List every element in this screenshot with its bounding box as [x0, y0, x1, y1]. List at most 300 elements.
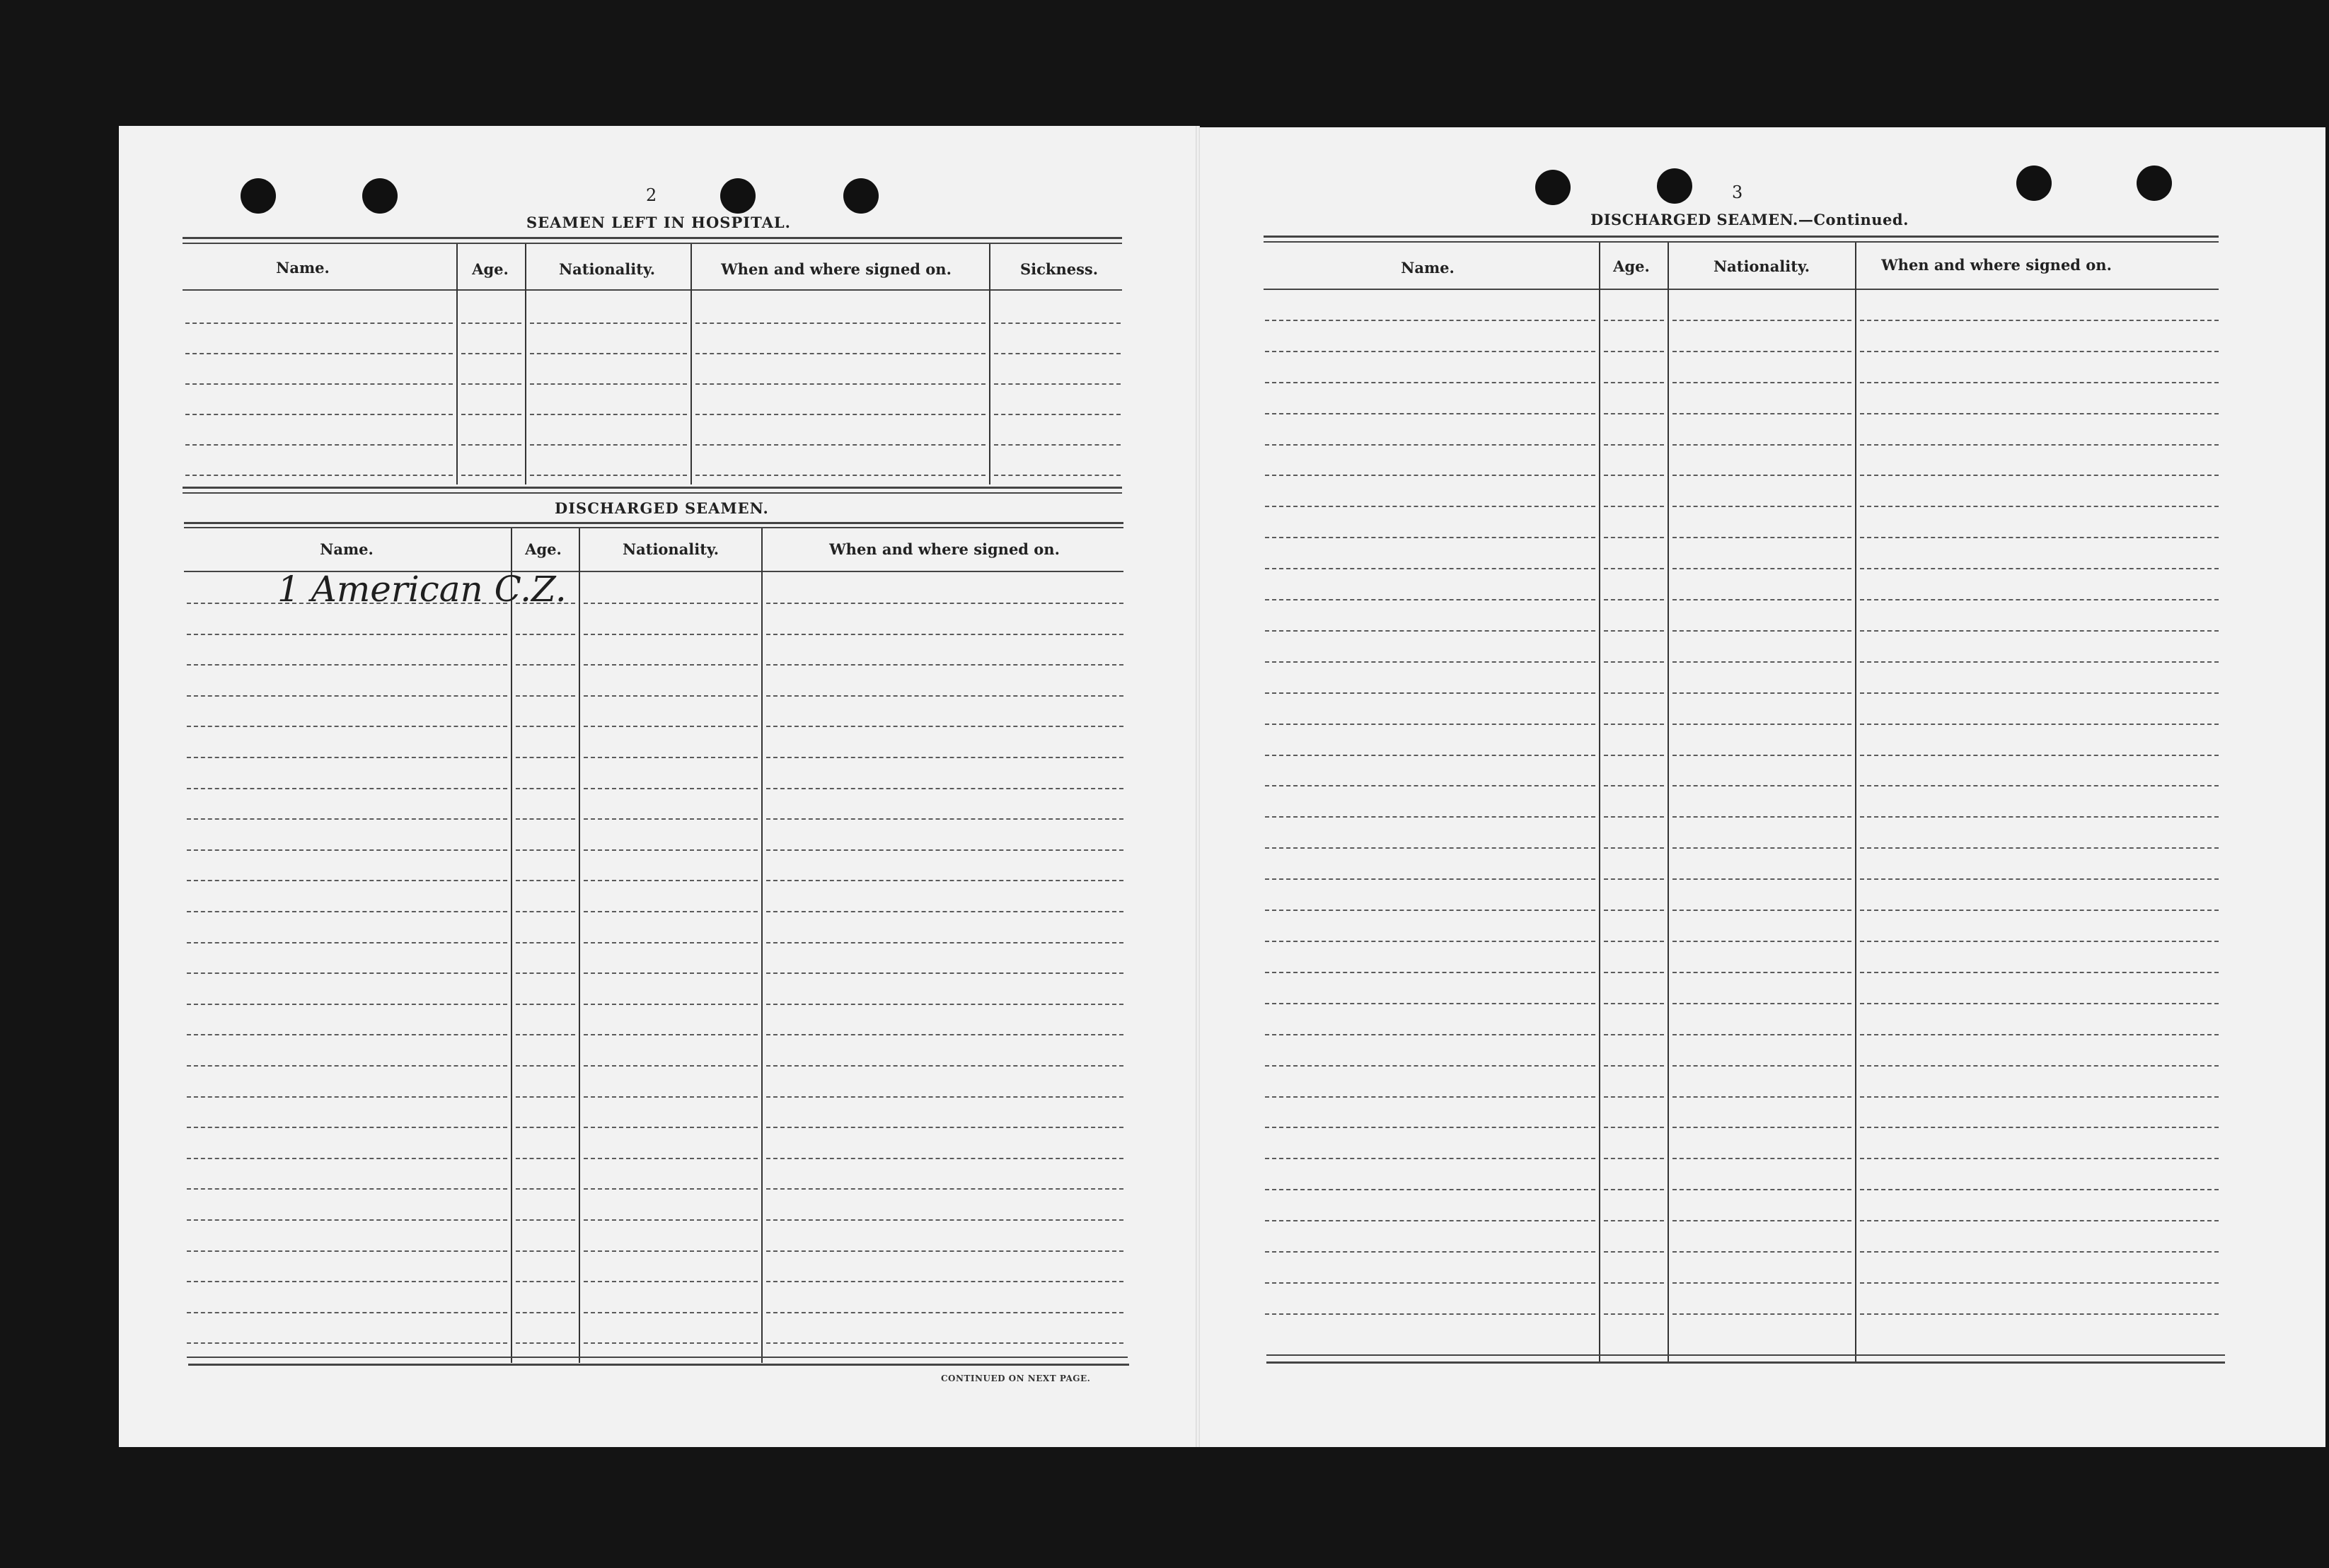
hospital-header-nationality: Nationality. [558, 260, 656, 278]
right-row-line [1672, 382, 1851, 383]
right-header-nationality: Nationality. [1713, 257, 1810, 275]
right-row-line [1604, 351, 1664, 352]
right-row-line [1265, 661, 1595, 663]
discharged-row-line [516, 911, 575, 912]
right-row-line [1604, 1251, 1664, 1253]
discharged-row-line [516, 1188, 575, 1190]
discharged-row-line [584, 1312, 758, 1313]
discharged-row-line [584, 726, 758, 727]
right-row-line [1265, 1189, 1595, 1190]
hospital-row-line [185, 353, 453, 354]
right-row-line [1604, 1034, 1664, 1035]
discharged-row-line [584, 1096, 758, 1098]
discharged-row-line [584, 695, 758, 697]
right-header-name: Name. [1401, 259, 1455, 277]
hospital-section-title: SEAMEN LEFT IN HOSPITAL. [526, 214, 791, 231]
discharged-row-line [187, 1342, 507, 1344]
discharged-row-line [516, 695, 575, 697]
discharged-row-line [584, 1158, 758, 1159]
right-row-line [1860, 444, 2219, 446]
discharged-row-line [766, 1004, 1123, 1005]
hospital-row-line [461, 444, 521, 446]
right-row-line [1604, 537, 1664, 538]
hospital-header-signed-on: When and where signed on. [721, 260, 952, 278]
right-row-line [1672, 630, 1851, 632]
discharged-row-line [516, 1004, 575, 1005]
right-row-line [1860, 1034, 2219, 1035]
discharged-row-line [187, 634, 507, 635]
hospital-row-line [461, 414, 521, 415]
hospital-col-divider [456, 244, 458, 484]
right-row-line [1672, 724, 1851, 725]
right-row-line [1672, 1096, 1851, 1098]
page-fold [1196, 126, 1200, 1447]
hospital-top-rule [183, 237, 1122, 239]
discharged-row-line [584, 1004, 758, 1005]
discharged-row-line [516, 1281, 575, 1282]
discharged-row-line [187, 664, 507, 666]
right-row-line [1265, 1158, 1595, 1159]
hospital-row-line [994, 414, 1121, 415]
right-row-line [1672, 537, 1851, 538]
discharged-row-line [766, 634, 1123, 635]
discharged-row-line [766, 849, 1123, 851]
discharged-row-line [766, 1065, 1123, 1067]
right-row-line [1604, 599, 1664, 600]
discharged-row-line [584, 1188, 758, 1190]
discharged-row-line [766, 818, 1123, 820]
right-row-line [1672, 444, 1851, 446]
right-row-line [1604, 724, 1664, 725]
discharged-row-line [766, 726, 1123, 727]
right-row-line [1265, 568, 1595, 569]
hospital-col-divider [690, 244, 692, 484]
discharged-section-title: DISCHARGED SEAMEN. [555, 499, 769, 517]
discharged-row-line [187, 1312, 507, 1313]
hospital-header-sickness: Sickness. [1019, 260, 1099, 278]
right-row-line [1265, 972, 1595, 973]
right-row-line [1860, 382, 2219, 383]
hospital-header-name: Name. [276, 259, 330, 277]
discharged-row-line [187, 757, 507, 758]
right-row-line [1265, 1220, 1595, 1221]
right-row-line [1860, 413, 2219, 414]
discharged-bottom-rule [187, 1357, 1128, 1358]
discharged-row-line [187, 1065, 507, 1067]
right-row-line [1672, 1189, 1851, 1190]
discharged-row-line [516, 1034, 575, 1035]
right-top-rule [1264, 236, 2219, 238]
hospital-row-line [695, 353, 986, 354]
discharged-row-line [516, 726, 575, 727]
right-row-line [1604, 1158, 1664, 1159]
discharged-row-line [187, 818, 507, 820]
right-row-line [1265, 1065, 1595, 1067]
discharged-row-line [516, 634, 575, 635]
right-row-line [1860, 785, 2219, 786]
right-row-line [1604, 785, 1664, 786]
discharged-row-line [584, 911, 758, 912]
discharged-row-line [187, 1034, 507, 1035]
right-row-line [1860, 506, 2219, 507]
right-row-line [1265, 1282, 1595, 1284]
discharged-row-line [766, 788, 1123, 789]
right-row-line [1265, 630, 1595, 632]
right-row-line [1604, 1189, 1664, 1190]
hospital-col-divider [525, 244, 526, 484]
punch-hole-2 [362, 178, 398, 214]
discharged-row-line [187, 603, 507, 604]
right-page-number: 3 [1732, 182, 1743, 202]
discharged-header-name: Name. [320, 540, 374, 558]
right-row-line [1672, 847, 1851, 849]
discharged-row-line [516, 1096, 575, 1098]
discharged-row-line [766, 664, 1123, 666]
discharged-row-line [766, 1219, 1123, 1221]
discharged-row-line [516, 1065, 575, 1067]
punch-hole-6 [1657, 168, 1692, 204]
discharged-row-line [766, 603, 1123, 604]
discharged-row-line [187, 1158, 507, 1159]
discharged-row-line [584, 818, 758, 820]
discharged-row-line [766, 757, 1123, 758]
right-row-line [1604, 816, 1664, 818]
discharged-row-line [187, 1250, 507, 1252]
right-row-line [1672, 816, 1851, 818]
right-row-line [1860, 1189, 2219, 1190]
discharged-row-line [766, 972, 1123, 974]
right-row-line [1604, 444, 1664, 446]
right-row-line [1860, 724, 2219, 725]
left-page-number: 2 [646, 185, 657, 205]
right-row-line [1265, 1034, 1595, 1035]
punch-hole-8 [2137, 165, 2172, 201]
right-row-line [1672, 941, 1851, 942]
discharged-row-line [516, 1158, 575, 1159]
hospital-row-line [530, 353, 687, 354]
discharged-row-line [766, 1096, 1123, 1098]
discharged-row-line [516, 849, 575, 851]
right-row-line [1672, 1220, 1851, 1221]
discharged-row-line [187, 972, 507, 974]
discharged-row-line [187, 849, 507, 851]
right-row-line [1860, 941, 2219, 942]
discharged-row-line [584, 1250, 758, 1252]
right-row-line [1604, 878, 1664, 880]
punch-hole-1 [241, 178, 276, 214]
discharged-row-line [584, 634, 758, 635]
right-row-line [1604, 382, 1664, 383]
hospital-row-line [461, 353, 521, 354]
right-row-line [1672, 1282, 1851, 1284]
right-row-line [1672, 413, 1851, 414]
right-row-line [1860, 630, 2219, 632]
right-header-age: Age. [1613, 257, 1650, 275]
right-row-line [1860, 1096, 2219, 1098]
right-row-line [1604, 941, 1664, 942]
hospital-row-line [994, 475, 1121, 476]
discharged-row-line [187, 1219, 507, 1221]
discharged-row-line [584, 757, 758, 758]
right-row-line [1672, 878, 1851, 880]
hospital-row-line [994, 353, 1121, 354]
discharged-header-nationality: Nationality. [622, 540, 719, 558]
right-row-line [1265, 599, 1595, 600]
discharged-row-line [187, 911, 507, 912]
right-row-line [1672, 475, 1851, 476]
hospital-bottom-rule-2 [183, 492, 1122, 494]
discharged-row-line [187, 1127, 507, 1128]
hospital-bottom-rule [183, 487, 1122, 489]
right-row-line [1265, 785, 1595, 786]
discharged-row-line [187, 788, 507, 789]
discharged-row-line [766, 1312, 1123, 1313]
discharged-col-divider [761, 528, 763, 1363]
hospital-row-line [461, 323, 521, 324]
discharged-row-line [584, 603, 758, 604]
right-row-line [1860, 910, 2219, 911]
right-header-rule [1264, 289, 2219, 290]
right-row-line [1860, 1251, 2219, 1253]
right-section-title: DISCHARGED SEAMEN.—Continued. [1590, 211, 1909, 228]
right-row-line [1604, 692, 1664, 694]
discharged-row-line [766, 911, 1123, 912]
discharged-row-line [766, 1188, 1123, 1190]
discharged-col-divider [511, 528, 512, 1363]
right-row-line [1265, 475, 1595, 476]
discharged-row-line [187, 942, 507, 943]
hospital-top-rule-2 [183, 243, 1122, 244]
right-row-line [1604, 506, 1664, 507]
hospital-row-line [185, 414, 453, 415]
right-row-line [1265, 1096, 1595, 1098]
discharged-header-age: Age. [525, 540, 562, 558]
discharged-header-signed-on: When and where signed on. [829, 540, 1060, 558]
discharged-row-line [516, 1219, 575, 1221]
right-row-line [1604, 413, 1664, 414]
discharged-row-line [766, 1342, 1123, 1344]
discharged-row-line [584, 788, 758, 789]
right-row-line [1672, 351, 1851, 352]
right-row-line [1265, 724, 1595, 725]
right-row-line [1860, 972, 2219, 973]
right-row-line [1604, 568, 1664, 569]
discharged-row-line [584, 1065, 758, 1067]
hospital-row-line [994, 383, 1121, 385]
discharged-row-line [584, 849, 758, 851]
right-row-line [1265, 692, 1595, 694]
right-row-line [1265, 382, 1595, 383]
right-row-line [1265, 816, 1595, 818]
right-row-line [1265, 1127, 1595, 1128]
hospital-row-line [530, 444, 687, 446]
continued-footer: CONTINUED ON NEXT PAGE. [941, 1374, 1091, 1383]
right-row-line [1604, 475, 1664, 476]
right-row-line [1860, 1127, 2219, 1128]
discharged-bottom-rule-2 [188, 1364, 1129, 1366]
discharged-row-line [516, 1342, 575, 1344]
right-row-line [1604, 1313, 1664, 1315]
right-row-line [1672, 1158, 1851, 1159]
discharged-row-line [766, 880, 1123, 881]
right-bottom-rule [1266, 1354, 2225, 1356]
hospital-row-line [695, 444, 986, 446]
right-row-line [1860, 661, 2219, 663]
right-row-line [1265, 537, 1595, 538]
hospital-row-line [994, 444, 1121, 446]
right-row-line [1265, 320, 1595, 321]
right-row-line [1860, 755, 2219, 756]
discharged-row-line [766, 1127, 1123, 1128]
right-row-line [1860, 599, 2219, 600]
discharged-row-line [584, 664, 758, 666]
discharged-row-line [766, 1250, 1123, 1252]
discharged-top-rule [184, 522, 1123, 524]
right-row-line [1265, 1003, 1595, 1004]
hospital-row-line [695, 414, 986, 415]
hospital-header-age: Age. [472, 260, 509, 278]
right-row-line [1265, 878, 1595, 880]
hospital-row-line [461, 475, 521, 476]
hospital-row-line [695, 383, 986, 385]
right-row-line [1672, 1003, 1851, 1004]
right-row-line [1604, 1220, 1664, 1221]
hospital-row-line [530, 383, 687, 385]
right-row-line [1860, 320, 2219, 321]
hospital-row-line [461, 383, 521, 385]
right-row-line [1265, 941, 1595, 942]
right-row-line [1672, 1313, 1851, 1315]
discharged-row-line [187, 726, 507, 727]
right-row-line [1604, 320, 1664, 321]
discharged-col-divider [579, 528, 580, 1363]
right-row-line [1860, 537, 2219, 538]
right-row-line [1265, 444, 1595, 446]
hospital-row-line [994, 323, 1121, 324]
discharged-row-line [516, 664, 575, 666]
right-row-line [1860, 1158, 2219, 1159]
discharged-row-line [516, 788, 575, 789]
hospital-row-line [185, 383, 453, 385]
discharged-row-line [766, 942, 1123, 943]
right-row-line [1860, 692, 2219, 694]
right-row-line [1672, 506, 1851, 507]
punch-hole-4 [843, 178, 879, 214]
right-row-line [1265, 1251, 1595, 1253]
right-row-line [1860, 475, 2219, 476]
handwritten-entry: 1 American C.Z. [277, 569, 567, 610]
right-row-line [1265, 1313, 1595, 1315]
discharged-row-line [516, 942, 575, 943]
right-page [1198, 127, 2325, 1447]
discharged-row-line [516, 972, 575, 974]
right-row-line [1604, 755, 1664, 756]
right-row-line [1604, 1003, 1664, 1004]
discharged-row-line [187, 880, 507, 881]
discharged-row-line [584, 1127, 758, 1128]
right-row-line [1265, 755, 1595, 756]
discharged-row-line [516, 880, 575, 881]
right-row-line [1265, 413, 1595, 414]
right-row-line [1860, 1003, 2219, 1004]
right-row-line [1672, 1127, 1851, 1128]
right-row-line [1860, 1065, 2219, 1067]
punch-hole-5 [1535, 170, 1571, 205]
right-header-signed-on: When and where signed on. [1881, 256, 2112, 274]
right-row-line [1672, 320, 1851, 321]
discharged-row-line [584, 880, 758, 881]
right-row-line [1604, 630, 1664, 632]
discharged-row-line [516, 818, 575, 820]
hospital-row-line [530, 475, 687, 476]
discharged-row-line [584, 942, 758, 943]
right-row-line [1860, 816, 2219, 818]
discharged-row-line [187, 695, 507, 697]
right-row-line [1604, 847, 1664, 849]
right-row-line [1672, 568, 1851, 569]
hospital-row-line [695, 323, 986, 324]
right-bottom-rule-2 [1266, 1361, 2225, 1364]
right-row-line [1265, 910, 1595, 911]
discharged-row-line [766, 1281, 1123, 1282]
right-row-line [1672, 1034, 1851, 1035]
hospital-header-rule [183, 289, 1122, 291]
discharged-top-rule-2 [184, 527, 1123, 528]
right-row-line [1672, 755, 1851, 756]
hospital-row-line [185, 475, 453, 476]
discharged-row-line [516, 1312, 575, 1313]
right-row-line [1672, 692, 1851, 694]
left-page [119, 126, 1198, 1447]
punch-hole-3 [720, 178, 756, 214]
right-row-line [1265, 351, 1595, 352]
discharged-row-line [584, 1219, 758, 1221]
right-col-divider [1855, 243, 1856, 1361]
right-row-line [1604, 972, 1664, 973]
discharged-row-line [187, 1188, 507, 1190]
right-row-line [1604, 1096, 1664, 1098]
discharged-row-line [766, 1034, 1123, 1035]
right-row-line [1860, 847, 2219, 849]
punch-hole-7 [2016, 165, 2052, 201]
right-row-line [1672, 1251, 1851, 1253]
right-col-divider [1599, 243, 1600, 1361]
discharged-row-line [187, 1004, 507, 1005]
right-row-line [1604, 1127, 1664, 1128]
right-row-line [1604, 1065, 1664, 1067]
right-row-line [1860, 568, 2219, 569]
discharged-row-line [187, 1096, 507, 1098]
discharged-row-line [584, 1034, 758, 1035]
hospital-col-divider [989, 244, 990, 484]
hospital-row-line [185, 323, 453, 324]
hospital-row-line [695, 475, 986, 476]
right-row-line [1672, 972, 1851, 973]
right-row-line [1860, 1220, 2219, 1221]
right-top-rule-2 [1264, 241, 2219, 243]
right-row-line [1604, 910, 1664, 911]
discharged-row-line [516, 757, 575, 758]
right-row-line [1604, 1282, 1664, 1284]
right-row-line [1672, 599, 1851, 600]
discharged-row-line [584, 1281, 758, 1282]
discharged-row-line [516, 603, 575, 604]
hospital-row-line [530, 323, 687, 324]
right-row-line [1860, 1282, 2219, 1284]
discharged-row-line [584, 1342, 758, 1344]
right-row-line [1672, 910, 1851, 911]
right-row-line [1860, 351, 2219, 352]
